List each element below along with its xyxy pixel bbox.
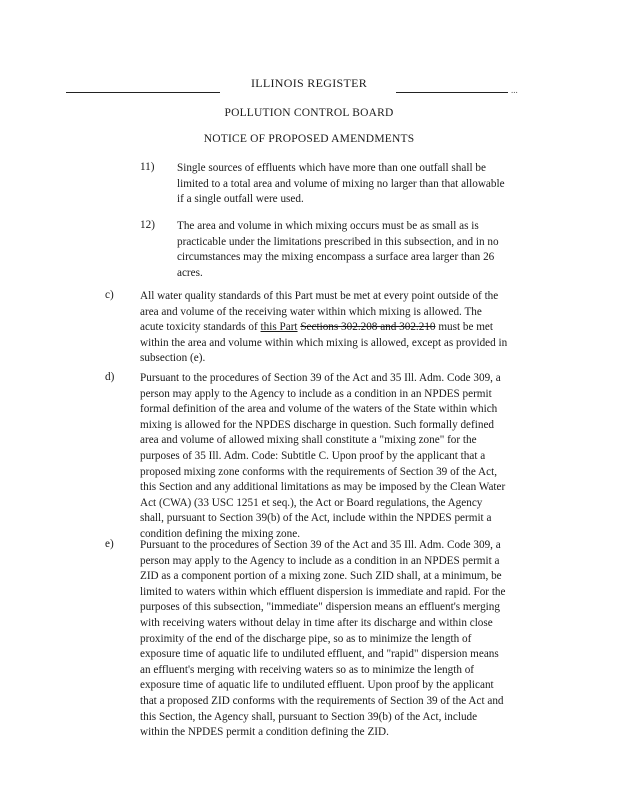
section-c-line: area and volume of the receiving water within which mixing is allowed. The	[140, 305, 482, 318]
section-d-line: this Section and any additional limitations as may be imposed by the Clean Water	[140, 481, 506, 494]
board-title: POLLUTION CONTROL BOARD	[224, 107, 394, 119]
deleted-text: Sections 302.208 and 302.210	[300, 321, 436, 334]
item-12-number: 12)	[140, 219, 155, 231]
section-d-line: Pursuant to the procedures of Section 39 of the Act and 35 Ill. Adm. Code 309, a	[140, 372, 501, 384]
section-c-text-run: acute toxicity standards of	[140, 321, 261, 334]
section-e-text	[140, 538, 540, 741]
section-e-line: Pursuant to the procedures of Section 39 of the Act and 35 Ill. Adm. Code 309, a	[140, 539, 501, 551]
section-c-label: c)	[105, 289, 114, 301]
item-12-line: practicable under the limitations prescribed in this subsection, and in no	[177, 235, 499, 248]
section-c-text	[140, 289, 540, 367]
item-11-number: 11)	[140, 161, 155, 173]
section-d-label: d)	[105, 371, 115, 383]
section-c-text-run: must be met	[435, 321, 493, 334]
section-e-line: exposure time of aquatic life to undiluted effluent. Upon proof by the applicant	[140, 679, 494, 692]
section-d-line: person may apply to the Agency to include as a condition in an NPDES permit	[140, 387, 492, 400]
section-d-text	[140, 371, 540, 543]
item-11-line: Single sources of effluents which have more than one outfall shall be	[177, 162, 486, 174]
section-d-line: proposed mixing zone conforms with the requirements of Section 39 of the Act,	[140, 465, 497, 478]
section-c-line: subsection (e).	[140, 352, 206, 365]
item-12-line: The area and volume in which mixing occurs must be as small as is	[177, 220, 479, 232]
notice-title: NOTICE OF PROPOSED AMENDMENTS	[203, 133, 415, 145]
item-12-line: circumstances may the mixing encompass a surface area larger than 26	[177, 251, 495, 264]
section-d-line: condition defining the mixing zone.	[140, 527, 301, 540]
section-d-line: purposes of 35 Ill. Adm. Code: Subtitle C. Upon proof by the applicant that a	[140, 449, 486, 462]
section-e-line: proximity of the end of the discharge pipe, so as to minimize the length of	[140, 632, 472, 645]
section-e-line: exposure time of aquatic life to undiluted effluent, and "rapid" dispersion means	[140, 648, 499, 661]
section-e-line: purposes of this subsection, "immediate" dispersion means an effluent's merging	[140, 601, 500, 614]
item-12-line: acres.	[177, 266, 203, 279]
section-e-line: ZID as a component portion of a mixing zone. Such ZID shall, at a minimum, be	[140, 570, 502, 583]
section-e-line: that a proposed ZID conforms with the requirements of Section 39 of the Act and	[140, 694, 504, 707]
section-e-line: with receiving waters without delay in time after its discharge and within close	[140, 616, 493, 629]
section-c-line	[140, 320, 540, 336]
item-12-text	[177, 219, 537, 281]
register-title: ILLINOIS REGISTER	[250, 76, 368, 90]
header-dots: ...	[511, 85, 518, 95]
section-c-line: within the area and volume within which mixing is allowed, except as provided in	[140, 336, 508, 349]
section-e-line: an effluent's merging with receiving waters so as to minimize the length of	[140, 663, 475, 676]
section-d-line: mixing is allowed for the NPDES discharge in question. Such formally defined	[140, 418, 495, 431]
item-11-line: limited to a total area and volume of mixing no larger than that allowable	[177, 177, 505, 190]
section-e-line: person may apply to the Agency to include as a condition in an NPDES permit a	[140, 554, 500, 567]
section-e-line: within the NPDES permit a condition defining the ZID.	[140, 726, 389, 739]
section-d-line: area and volume of allowed mixing shall constitute a "mixing zone" for the	[140, 434, 477, 447]
item-11-line: if a single outfall were used.	[177, 193, 304, 206]
header-rule-right	[396, 92, 508, 93]
section-d-line: Act (CWA) (33 USC 1251 et seq.), the Act or Board regulations, the Agency	[140, 496, 483, 509]
inserted-text: this Part	[260, 321, 298, 334]
section-e-label: e)	[105, 538, 114, 550]
section-e-line: limited to waters within which effluent dispersion is immediate and rapid. For the	[140, 585, 506, 598]
item-11-text	[177, 161, 537, 208]
header-rule-left	[66, 92, 220, 93]
section-c-line: All water quality standards of this Part must be met at every point outside of the	[140, 290, 499, 302]
section-d-line: shall, pursuant to Section 39(b) of the Act, include within the NPDES permit a	[140, 512, 492, 525]
section-e-line: this Section, the Agency shall, pursuant to Section 39(b) of the Act, include	[140, 710, 478, 723]
section-d-line: formal definition of the area and volume of the waters of the State within which	[140, 403, 498, 416]
